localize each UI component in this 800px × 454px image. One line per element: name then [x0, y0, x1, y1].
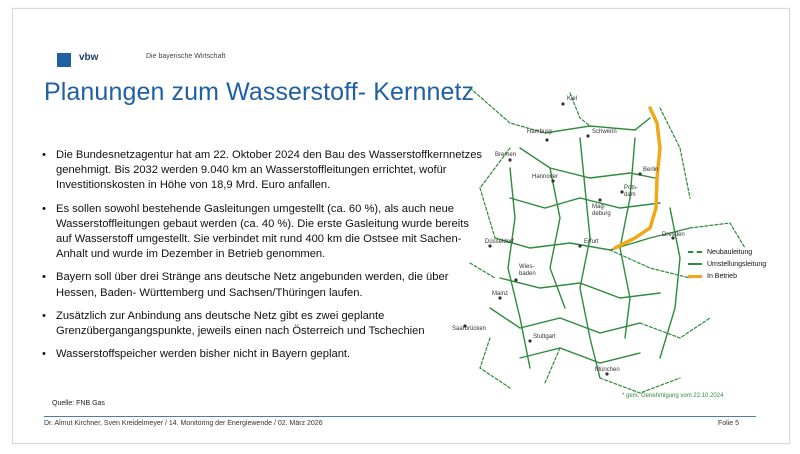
city-label: deburg — [592, 211, 611, 217]
city-label: Saarbrücken — [452, 326, 487, 332]
city-label: Mainz — [492, 291, 509, 297]
city-label: Pots- — [624, 185, 639, 191]
bullet-item: • Es sollen sowohl bestehende Gasleitungen umgestellt (ca. 60 %), als auch neue Wasserstoffleitungen gebaut werden (ca. 40 %). Die erste Gasleitung wurde bereits auf Wasserstoff umgestellt. Sie verbindet mit rund 400 km die Ostsee mit Sachen-Anhalt und wurde im Dezember in Betrieb genommen. — [42, 202, 482, 263]
vbw-logo-icon — [57, 53, 71, 67]
slide-number: Folie 5 — [718, 420, 740, 427]
city-label: Bremen — [495, 152, 517, 158]
solid-line-icon — [688, 263, 702, 265]
approval-note: * gem. Genehmigung vom 22.10.2024 — [622, 393, 724, 399]
city-label: dam — [624, 192, 636, 198]
footer-divider — [44, 416, 756, 417]
legend-label: Neubauleitung — [707, 248, 753, 256]
city-label: baden — [519, 271, 536, 277]
city-label: Erfurt — [584, 239, 599, 245]
city-label: Berlin — [643, 167, 659, 173]
legend-label: Umstellungsleitung — [707, 260, 767, 268]
hydrogen-network-map — [450, 78, 760, 403]
logo-text: vbw — [79, 52, 99, 63]
city-label: Schwerin — [592, 129, 617, 135]
city-label: Mag- — [592, 204, 606, 210]
logo-subtitle: Die bayerische Wirtschaft — [146, 53, 226, 60]
thick-line-icon — [688, 275, 702, 278]
dashed-line-icon — [688, 251, 702, 253]
legend-item-operating — [688, 270, 766, 282]
footer-authors: Dr. Almut Kirchner, Sven Kreidelmeyer / 14. Monitoring der Energiewende / 02. März 2026 — [44, 420, 323, 427]
bullet-item: • Die Bundesnetzagentur hat am 22. Oktober 2024 den Bau des Wasserstoffkernnetzes genehmigt. Bis 2032 werden 9.040 km an Wasserstoffleitungen errichtet, wofür Investitionskosten in Höhe von 18,9 Mrd. Euro anfallen. — [42, 148, 482, 194]
bullet-item: • Bayern soll über drei Stränge ans deutsche Netz angebunden werden, die über Hessen, Baden- Württemberg und Sachsen/Thüringen laufen. — [42, 270, 482, 300]
city-label: Kiel — [567, 96, 578, 102]
city-label: Stuttgart — [533, 334, 556, 340]
bullet-list — [42, 148, 482, 370]
slide-title: Planungen zum Wasserstoff- Kernnetz — [44, 78, 475, 106]
city-label: Dresden — [662, 232, 685, 238]
city-label: Hamburg — [527, 129, 552, 135]
legend-item-new — [688, 246, 766, 258]
city-label: München — [595, 367, 620, 373]
map-legend — [688, 246, 766, 282]
city-label: Wies- — [519, 264, 535, 270]
legend-item-conversion — [688, 258, 766, 270]
bullet-item: • Zusätzlich zur Anbindung ans deutsche Netz gibt es zwei geplante Grenzübergangangspunkte, jeweils einen nach Österreich und Tschechien — [42, 309, 482, 339]
source-label: Quelle: FNB Gas — [52, 400, 105, 407]
city-label: Düsseldorf — [485, 239, 514, 245]
bullet-item: • Wasserstoffspeicher werden bisher nicht in Bayern geplant. — [42, 347, 482, 362]
legend-label: In Betrieb — [707, 272, 737, 280]
city-label: Hannover — [532, 174, 559, 180]
